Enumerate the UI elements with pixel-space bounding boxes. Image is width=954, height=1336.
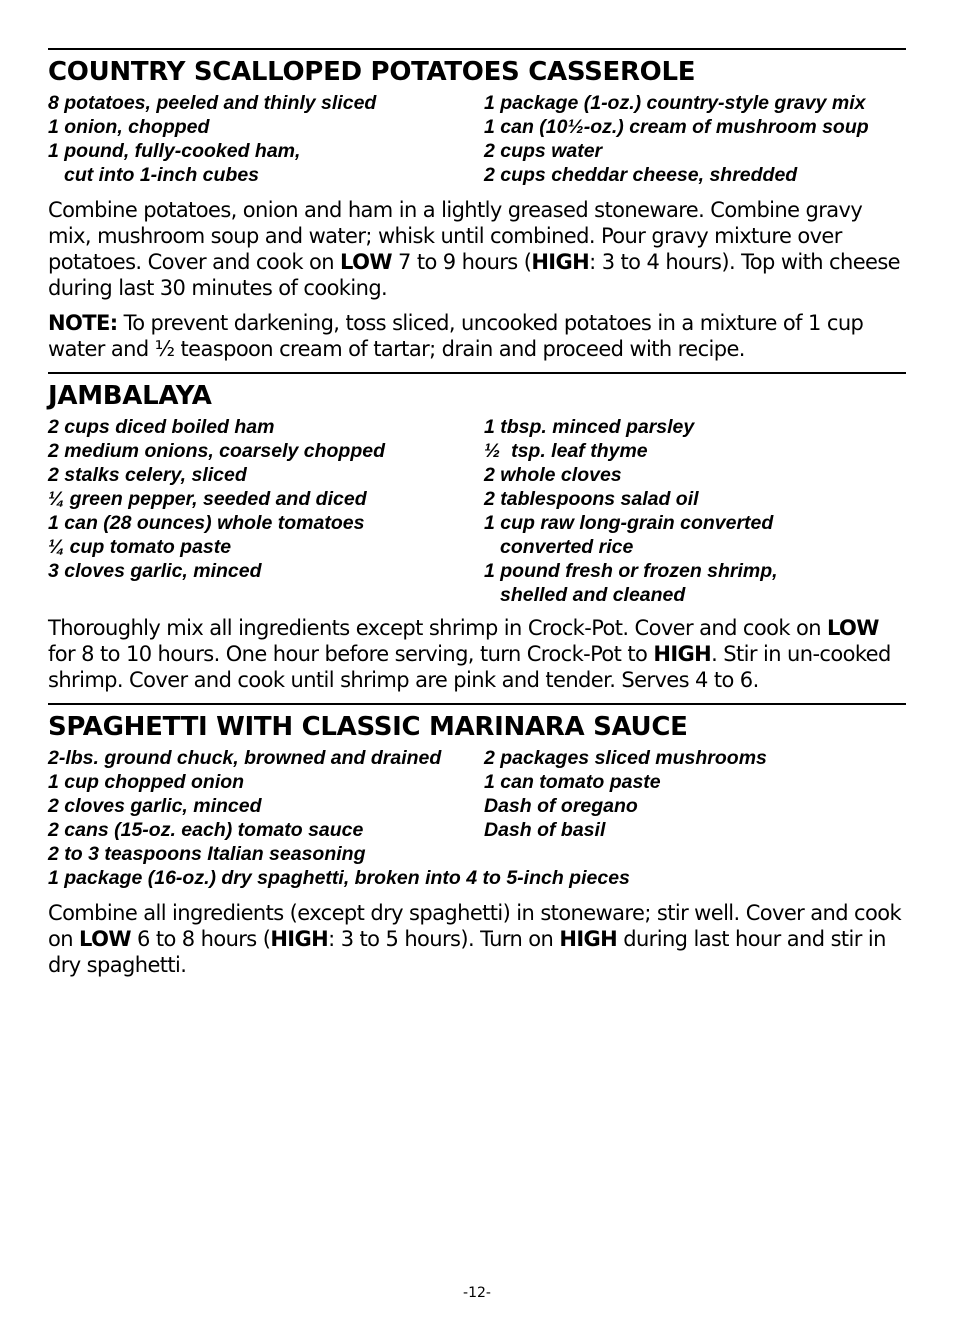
directions-text: Thoroughly mix all ingredients except shrimp in Crock-Pot. Cover and cook on (48, 616, 828, 640)
ingredient-item: 2 medium onions, coarsely chopped (48, 440, 385, 462)
recipe-title: JAMBALAYA (48, 381, 212, 411)
ingredient-column-left (48, 415, 484, 607)
page-number: -12- (463, 1285, 491, 1301)
directions-text: 6 to 8 hours ( (130, 927, 271, 951)
ingredient-item: 2 stalks celery, sliced (48, 464, 247, 486)
ingredient-item: 1 cup chopped onion (48, 771, 245, 793)
ingredient-item: 2 whole cloves (484, 464, 622, 486)
ingredient-full-width (48, 866, 906, 890)
recipe-country-scalloped-potatoes (48, 48, 906, 362)
setting-low: LOW (340, 250, 392, 274)
ingredient-item: ¼ cup tomato paste (48, 536, 232, 558)
recipe-directions (48, 615, 906, 693)
ingredient-item: 1 package (16-oz.) dry spaghetti, broken into 4 to 5-inch pieces (48, 867, 630, 889)
ingredient-item-continued: converted rice (500, 536, 634, 558)
ingredient-column-left (48, 91, 484, 187)
ingredient-list (48, 746, 906, 866)
recipe-note (48, 310, 906, 362)
ingredient-item: 2 cloves garlic, minced (48, 795, 262, 817)
directions-text: 7 to 9 hours ( (391, 250, 532, 274)
ingredient-item: 1 can (28 ounces) whole tomatoes (48, 512, 365, 534)
ingredient-list (48, 91, 906, 187)
ingredient-list (48, 415, 906, 607)
directions-text: . Stir in un-cooked shrimp. Cover and cook until shrimp are pink and tender. Serves 4 to 6. (48, 642, 891, 692)
ingredient-item: 2 to 3 teaspoons Italian seasoning (48, 843, 366, 865)
recipe-title: COUNTRY SCALLOPED POTATOES CASSEROLE (48, 57, 696, 87)
ingredient-column-left (48, 746, 484, 866)
ingredient-item: 1 onion, chopped (48, 116, 210, 138)
ingredient-item: 2 cups diced boiled ham (48, 416, 275, 438)
ingredient-item: 2 cans (15-oz. each) tomato sauce (48, 819, 364, 841)
ingredient-item: 1 can tomato paste (484, 771, 661, 793)
directions-text: Combine all ingredients (except dry spaghetti) in stoneware; stir well. Cover and cook on (48, 901, 902, 951)
setting-low: LOW (79, 927, 131, 951)
ingredient-column-right (484, 91, 906, 187)
directions-text: : 3 to 4 hours). Top with cheese during last 30 minutes of cooking. (48, 250, 901, 300)
recipe-spaghetti-marinara (48, 703, 906, 978)
ingredient-item: 1 can (10½-oz.) cream of mushroom soup (484, 116, 869, 138)
ingredient-item: 3 cloves garlic, minced (48, 560, 262, 582)
ingredient-item: 1 pound fresh or frozen shrimp, (484, 560, 778, 582)
directions-text: : 3 to 5 hours). Turn on (328, 927, 560, 951)
ingredient-item: 1 cup raw long-grain converted (484, 512, 774, 534)
setting-high: HIGH (653, 642, 712, 666)
ingredient-item: 1 package (1-oz.) country-style gravy mix (484, 92, 866, 114)
directions-text: Combine potatoes, onion and ham in a lightly greased stoneware. Combine gravy mix, mushroom soup and water; whisk until combined. Pour gravy mixture over potatoes. Cover and cook on (48, 198, 863, 274)
ingredient-item-continued: cut into 1-inch cubes (64, 164, 260, 186)
note-label: NOTE: (48, 311, 118, 335)
ingredient-item: 2 packages sliced mushrooms (484, 747, 767, 769)
ingredient-item-continued: shelled and cleaned (500, 584, 686, 606)
ingredient-item: 2-lbs. ground chuck, browned and drained (48, 747, 442, 769)
ingredient-item: Dash of oregano (484, 795, 638, 817)
setting-high: HIGH (531, 250, 590, 274)
ingredient-item: 1 pound, fully-cooked ham, (48, 140, 301, 162)
directions-text: during last hour and stir in dry spaghetti. (48, 927, 886, 977)
recipe-title: SPAGHETTI WITH CLASSIC MARINARA SAUCE (48, 712, 688, 742)
ingredient-item: ¼ green pepper, seeded and diced (48, 488, 367, 510)
ingredient-item: 2 tablespoons salad oil (484, 488, 699, 510)
ingredient-item: 1 tbsp. minced parsley (484, 416, 695, 438)
directions-text: for 8 to 10 hours. One hour before serving, turn Crock-Pot to (48, 642, 654, 666)
ingredient-item: 2 cups water (484, 140, 603, 162)
ingredient-item: Dash of basil (484, 819, 606, 841)
setting-low: LOW (827, 616, 879, 640)
setting-high: HIGH (559, 927, 618, 951)
recipe-page (48, 48, 906, 978)
recipe-directions (48, 900, 906, 978)
ingredient-item: 8 potatoes, peeled and thinly sliced (48, 92, 377, 114)
note-text: To prevent darkening, toss sliced, uncooked potatoes in a mixture of 1 cup water and ½ teaspoon cream of tartar; drain and proceed with recipe. (48, 311, 864, 361)
ingredient-item: 2 cups cheddar cheese, shredded (484, 164, 798, 186)
recipe-jambalaya (48, 372, 906, 693)
ingredient-item: ½ tsp. leaf thyme (484, 440, 648, 462)
setting-high: HIGH (270, 927, 329, 951)
recipe-directions (48, 197, 906, 301)
ingredient-column-right (484, 746, 906, 866)
ingredient-column-right (484, 415, 906, 607)
